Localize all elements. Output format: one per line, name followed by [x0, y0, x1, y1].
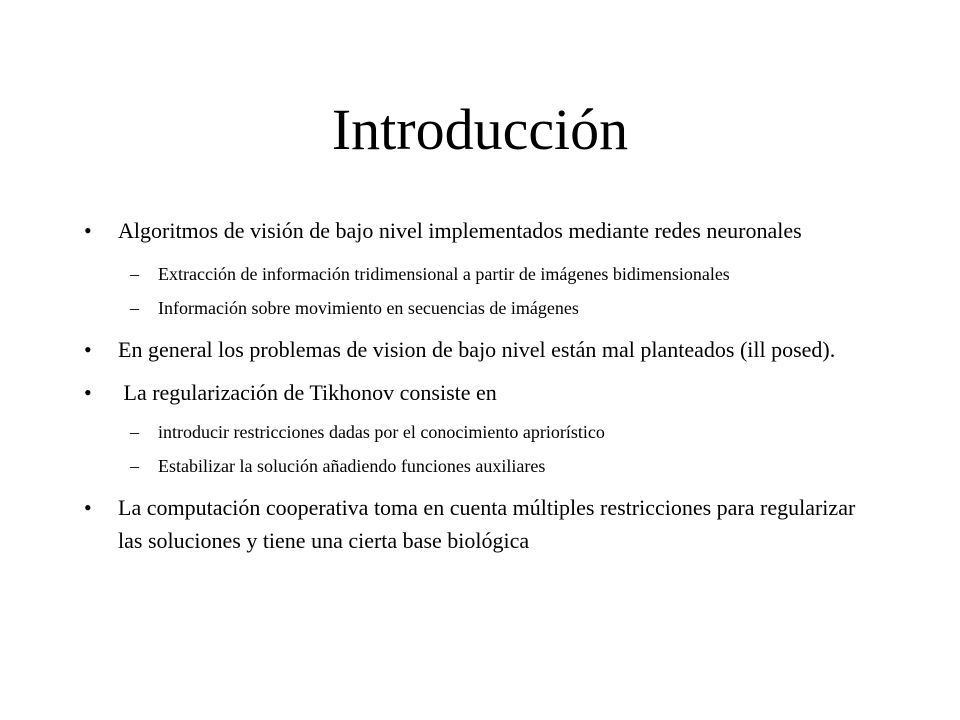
bullet-item: [84, 491, 884, 557]
bullet-icon: •: [84, 495, 92, 520]
bullet-list: [84, 214, 884, 557]
sub-bullet-item: [84, 295, 884, 321]
bullet-text: La computación cooperativa toma en cuenta múltiples restricciones para regularizar las soluciones y tiene una cierta base biológica: [118, 495, 856, 553]
bullet-item: [84, 333, 884, 366]
sub-bullet-text: Estabilizar la solución añadiendo funciones auxiliares: [158, 456, 546, 476]
dash-icon: –: [130, 298, 139, 318]
bullet-item: [84, 214, 884, 247]
dash-icon: –: [130, 264, 139, 284]
bullet-text: En general los problemas de vision de bajo nivel están mal planteados (ill posed).: [118, 337, 836, 362]
sub-bullet-item: [84, 419, 884, 445]
sub-bullet-text: Información sobre movimiento en secuencias de imágenes: [158, 298, 579, 318]
dash-icon: –: [130, 456, 139, 476]
dash-icon: –: [130, 422, 139, 442]
bullet-icon: •: [84, 218, 92, 243]
sub-bullet-text: introducir restricciones dadas por el conocimiento apriorístico: [158, 422, 605, 442]
sub-bullet-item: [84, 261, 884, 287]
bullet-text: Algoritmos de visión de bajo nivel implementados mediante redes neuronales: [118, 218, 802, 243]
sub-bullet-item: [84, 453, 884, 479]
bullet-icon: •: [84, 380, 92, 405]
slide-title: Introducción: [331, 97, 629, 162]
sub-bullet-text: Extracción de información tridimensional a partir de imágenes bidimensionales: [158, 264, 730, 284]
bullet-item: [84, 376, 884, 409]
bullet-text: La regularización de Tikhonov consiste en: [118, 380, 497, 405]
bullet-icon: •: [84, 337, 92, 362]
